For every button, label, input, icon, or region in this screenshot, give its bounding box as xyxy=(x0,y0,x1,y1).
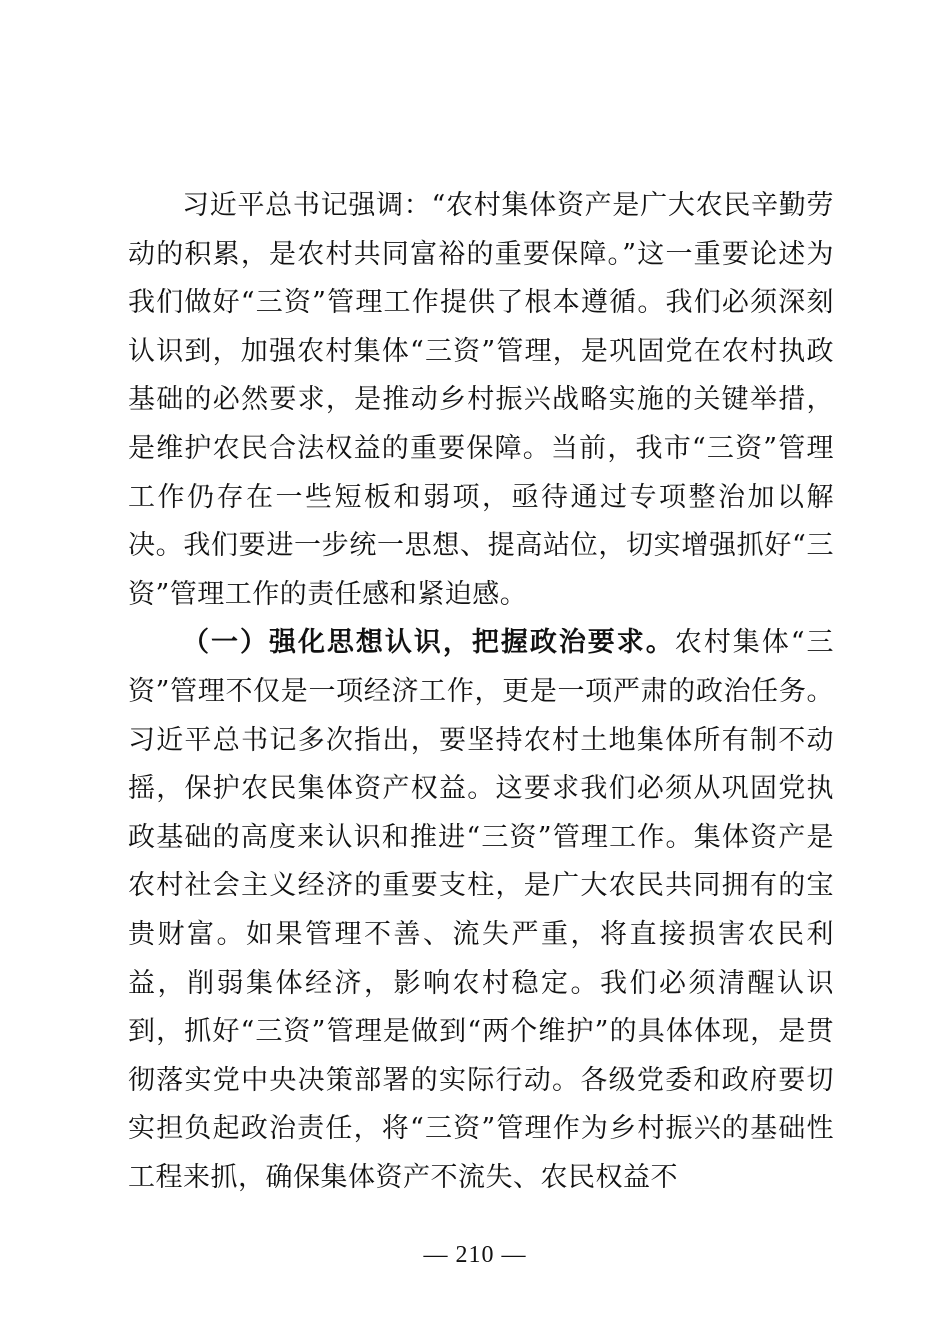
paragraph-section-one-text: 农村集体“三资”管理不仅是一项经济工作，更是一项严肃的政治任务。习近平总书记多次指出，要坚持农村土地集体所有制不动摇，保护农民集体资产权益。这要求我们必须从巩固党执政基础的高度来认识和推进“三资”管理工作。集体资产是农村社会主义经济的重要支柱，是广大农民共同拥有的宝贵财富。如果管理不善、流失严重，将直接损害农民利益，削弱集体经济，影响农村稳定。我们必须清醒认识到，抓好“三资”管理是做到“两个维护”的具体体现，是贯彻落实党中央决策部署的实际行动。各级党委和政府要切实担负起政治责任，将“三资”管理作为乡村振兴的基础性工程来抓，确保集体资产不流失、农民权益不 xyxy=(128,627,834,1193)
section-one-heading: （一）强化思想认识，把握政治要求。 xyxy=(182,627,675,659)
paragraph-section-one xyxy=(128,619,834,1202)
paragraph-intro xyxy=(128,182,834,619)
page-number: — 210 — xyxy=(423,1242,527,1268)
body-text xyxy=(128,182,834,1202)
paragraph-intro-text: 习近平总书记强调：“农村集体资产是广大农民辛勤劳动的积累，是农村共同富裕的重要保障。”这一重要论述为我们做好“三资”管理工作提供了根本遵循。我们必须深刻认识到，加强农村集体“三资”管理，是巩固党在农村执政基础的必然要求，是推动乡村振兴战略实施的关键举措，是维护农民合法权益的重要保障。当前，我市“三资”管理工作仍存在一些短板和弱项，亟待通过专项整治加以解决。我们要进一步统一思想、提高站位，切实增强抓好“三资”管理工作的责任感和紧迫感。 xyxy=(128,190,834,610)
